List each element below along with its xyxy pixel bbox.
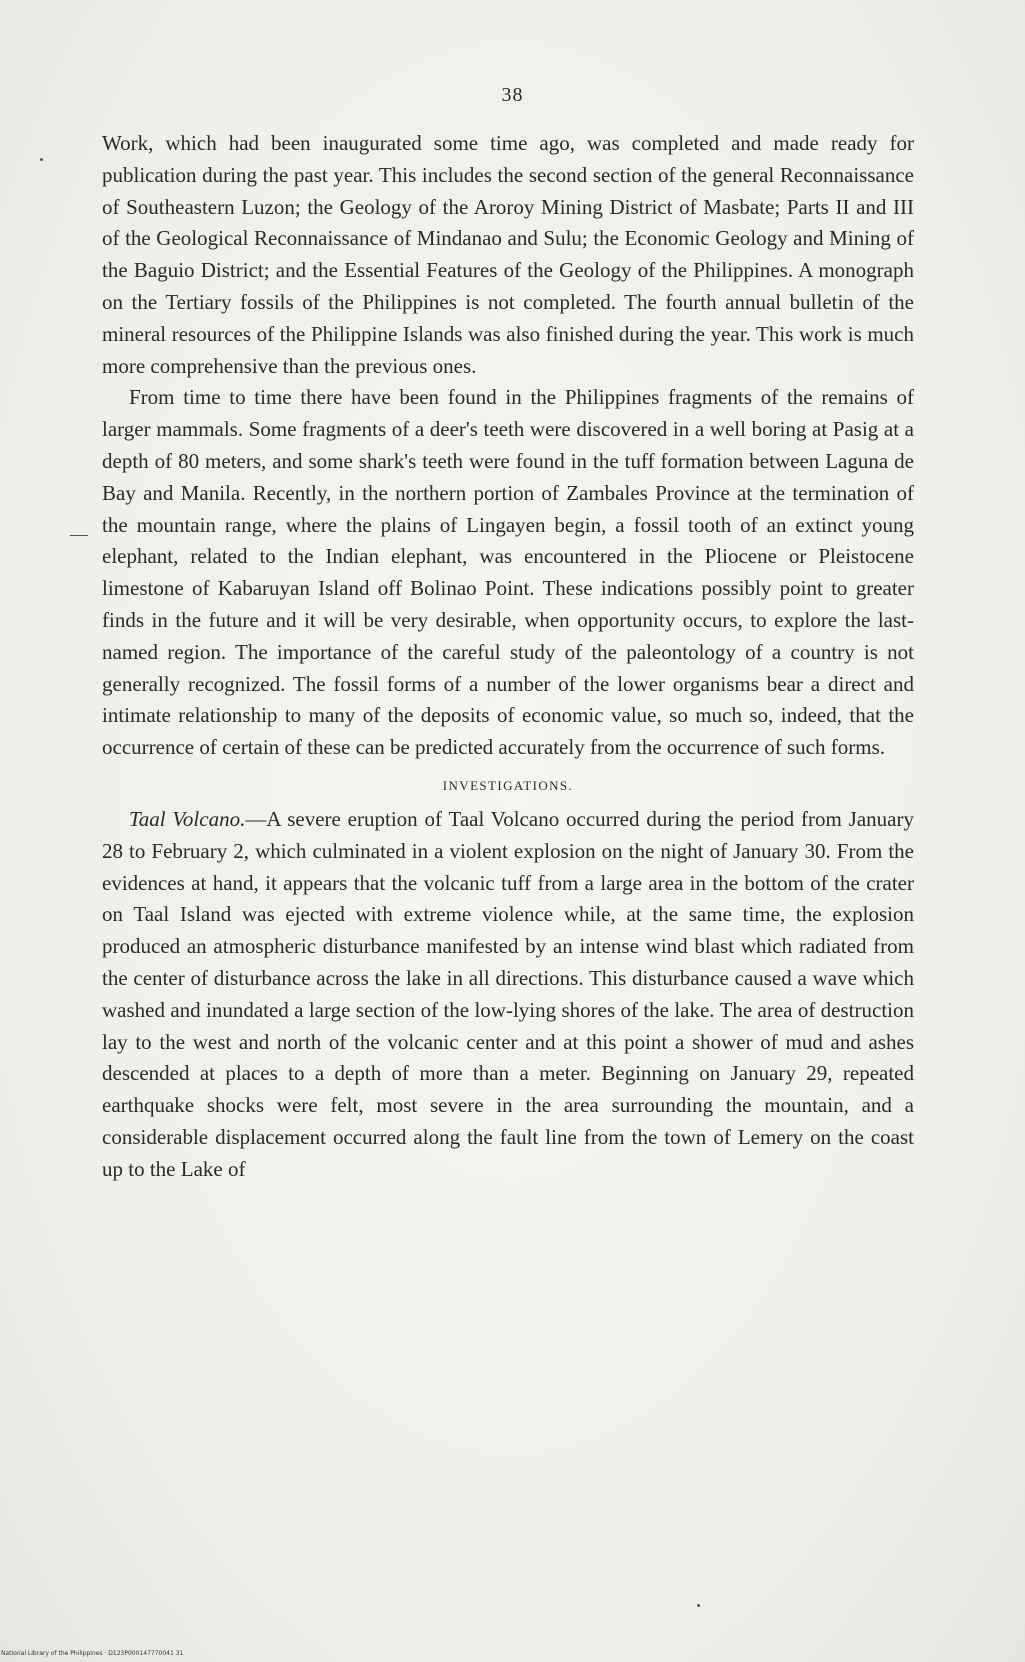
body-text [102, 128, 914, 1186]
paragraph-taal-volcano [102, 804, 914, 1186]
taal-text: —A severe eruption of Taal Volcano occurred during the period from January 28 to February 2, which culminated in a violent explosion on the night of January 30. From the evidences at hand, it appears that the volcanic tuff from a large area in the bottom of the crater on Taal Island was ejected with extreme violence while, at the same time, the explosion produced an atmospheric disturbance manifested by an intense wind blast which radiated from the center of disturbance across the lake in all directions. This disturbance caused a wave which washed and inundated a large section of the low-lying shores of the lake. The area of destruction lay to the west and north of the volcanic center and at this point a shower of mud and ashes descended at places to a depth of more than a meter. Beginning on January 29, repeated earthquake shocks were felt, most severe in the area surrounding the mountain, and a considerable displacement occurred along the fault line from the town of Lemery on the coast up to the Lake of [102, 806, 914, 1181]
scan-footer-note: National Library of the Philippines · D123P000147770041 31 [1, 1650, 184, 1657]
section-heading: INVESTIGATIONS. [442, 777, 574, 793]
stray-mark [40, 158, 43, 161]
stray-mark [697, 1604, 700, 1607]
margin-mark: — [70, 524, 88, 544]
page-number: 38 [501, 84, 524, 106]
paragraph-fossils: From time to time there have been found in the Philippines fragments of the remains of larger mammals. Some fragments of a deer's teeth were discovered in a well boring at Pasig at a depth of 80 meters, and some shark's teeth were found in the tuff formation between Laguna de Bay and Manila. Recently, in the northern portion of Zambales Province at the termination of the mountain range, where the plains of Lingayen begin, a fossil tooth of an extinct young elephant, related to the Indian elephant, was encountered in the Pliocene or Pleistocene limestone of Kabaruyan Island off Bolinao Point. These indications possibly point to greater finds in the future and it will be very desirable, when opportunity occurs, to explore the last-named region. The importance of the careful study of the paleontology of a country is not generally recognized. The fossil forms of a number of the lower organisms bear a direct and intimate relationship to many of the deposits of economic value, so much so, indeed, that the occurrence of certain of these can be predicted accurately from the occurrence of such forms. [102, 385, 914, 760]
paragraph-publications: Work, which had been inaugurated some time ago, was completed and made ready for publication during the past year. This includes the second section of the general Reconnaissance of Southeastern Luzon; the Geology of the Aroroy Mining District of Masbate; Parts II and III of the Geological Reconnaissance of Mindanao and Sulu; the Economic Geology and Mining of the Baguio District; and the Essential Features of the Geology of the Philippines. A monograph on the Tertiary fossils of the Philippines is not completed. The fourth annual bulletin of the mineral resources of the Philippine Islands was also finished during the year. This work is much more comprehensive than the previous ones. [102, 131, 914, 378]
taal-lead: Taal Volcano. [129, 806, 246, 831]
